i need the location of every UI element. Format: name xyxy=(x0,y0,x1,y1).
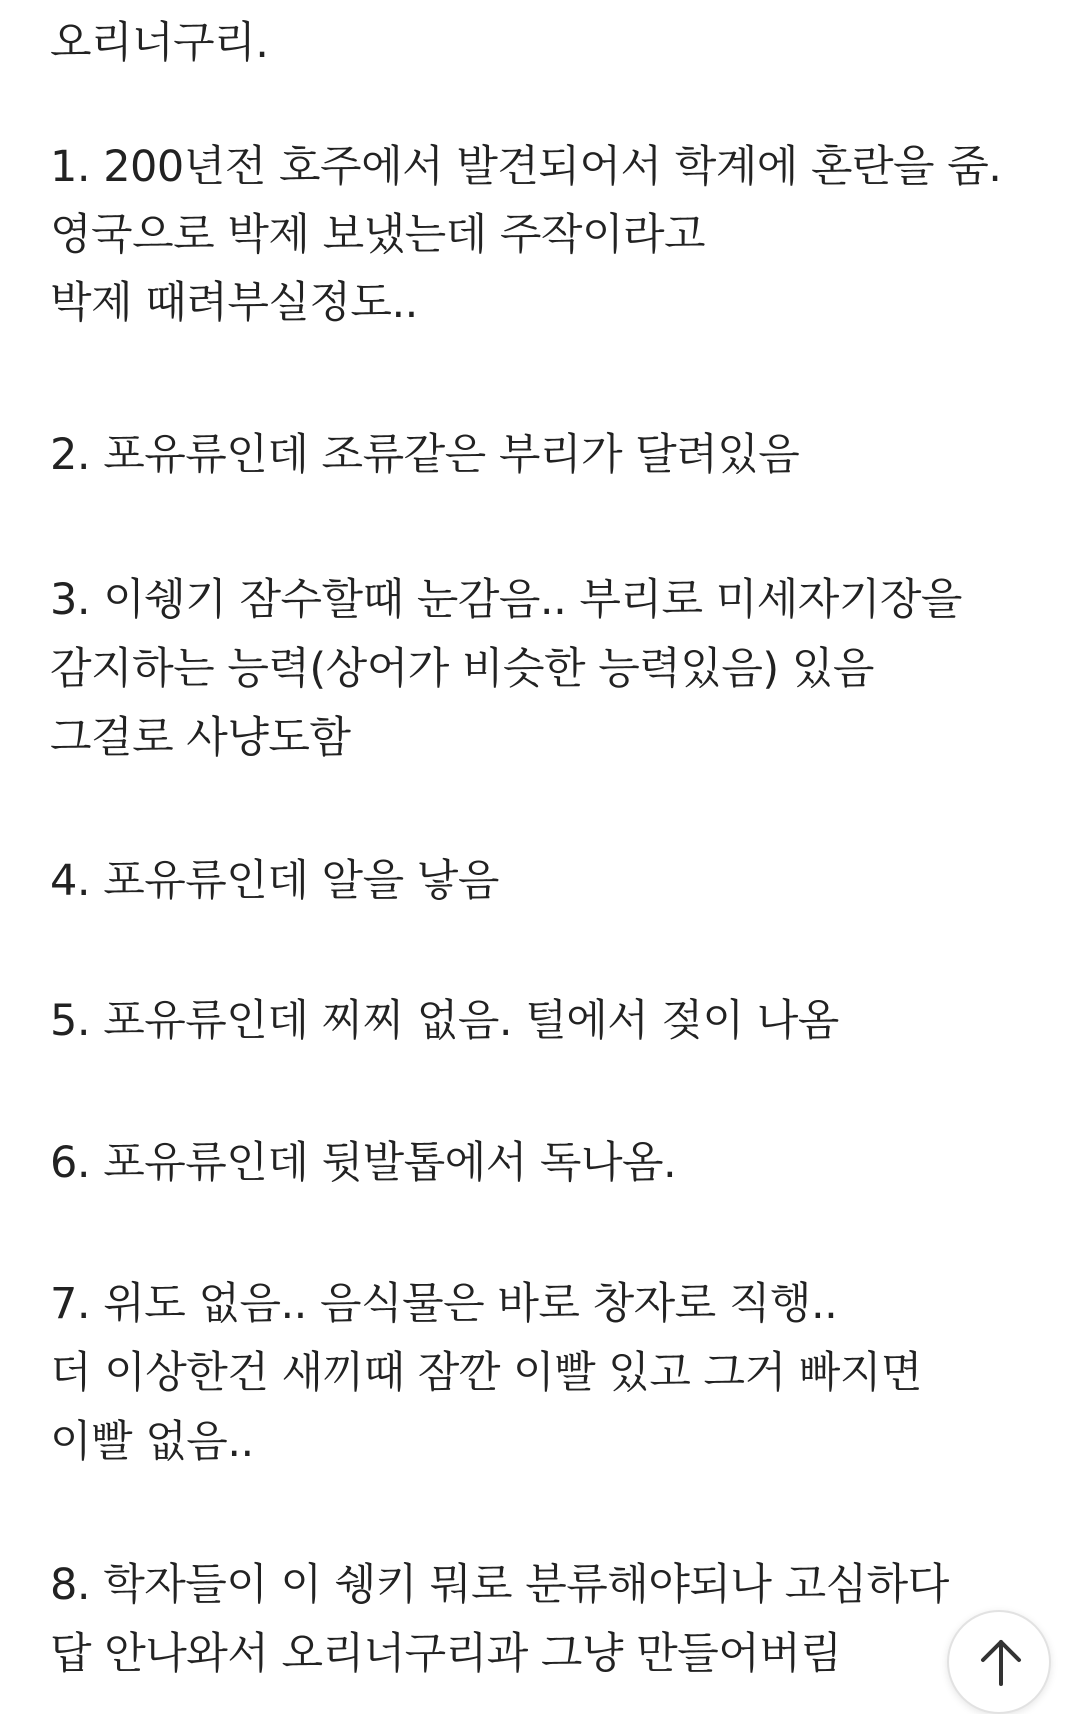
post-text-line: 1. 200년전 호주에서 발견되어서 학계에 혼란을 줌. xyxy=(50,142,1002,192)
arrow-up-icon xyxy=(977,1636,1025,1688)
post-text-line: 그걸로 사냥도함 xyxy=(50,713,351,763)
post-text-line: 영국으로 박제 보냈는데 주작이라고 xyxy=(50,210,706,260)
post-text-line: 감지하는 능력(상어가 비슷한 능력있음) 있음 xyxy=(50,644,874,694)
post-text-line: 2. 포유류인데 조류같은 부리가 달려있음 xyxy=(50,430,800,480)
post-text-line: 더 이상한건 새끼때 잠깐 이빨 있고 그거 빠지면 xyxy=(50,1348,922,1398)
post-text-line: 4. 포유류인데 알을 낳음 xyxy=(50,856,499,906)
post-text-line: 박제 때려부실정도.. xyxy=(50,278,418,328)
post-text-line: 7. 위도 없음.. 음식물은 바로 창자로 직행.. xyxy=(50,1279,838,1329)
scroll-to-top-button[interactable] xyxy=(947,1610,1051,1714)
post-text-line: 답 안나와서 오리너구리과 그냥 만들어버림 xyxy=(50,1629,842,1679)
post-text-line: 6. 포유류인데 뒷발톱에서 독나옴. xyxy=(50,1138,677,1188)
post-text-line: 5. 포유류인데 찌찌 없음. 털에서 젖이 나옴 xyxy=(50,996,839,1046)
post-text-line: 3. 이쉥기 잠수할때 눈감음.. 부리로 미세자기장을 xyxy=(50,575,962,625)
post-title-line: 오리너구리. xyxy=(50,18,269,68)
post-text-line: 이빨 없음.. xyxy=(50,1417,254,1467)
post-text-line: 8. 학자들이 이 쉥키 뭐로 분류해야되나 고심하다 xyxy=(50,1560,949,1610)
